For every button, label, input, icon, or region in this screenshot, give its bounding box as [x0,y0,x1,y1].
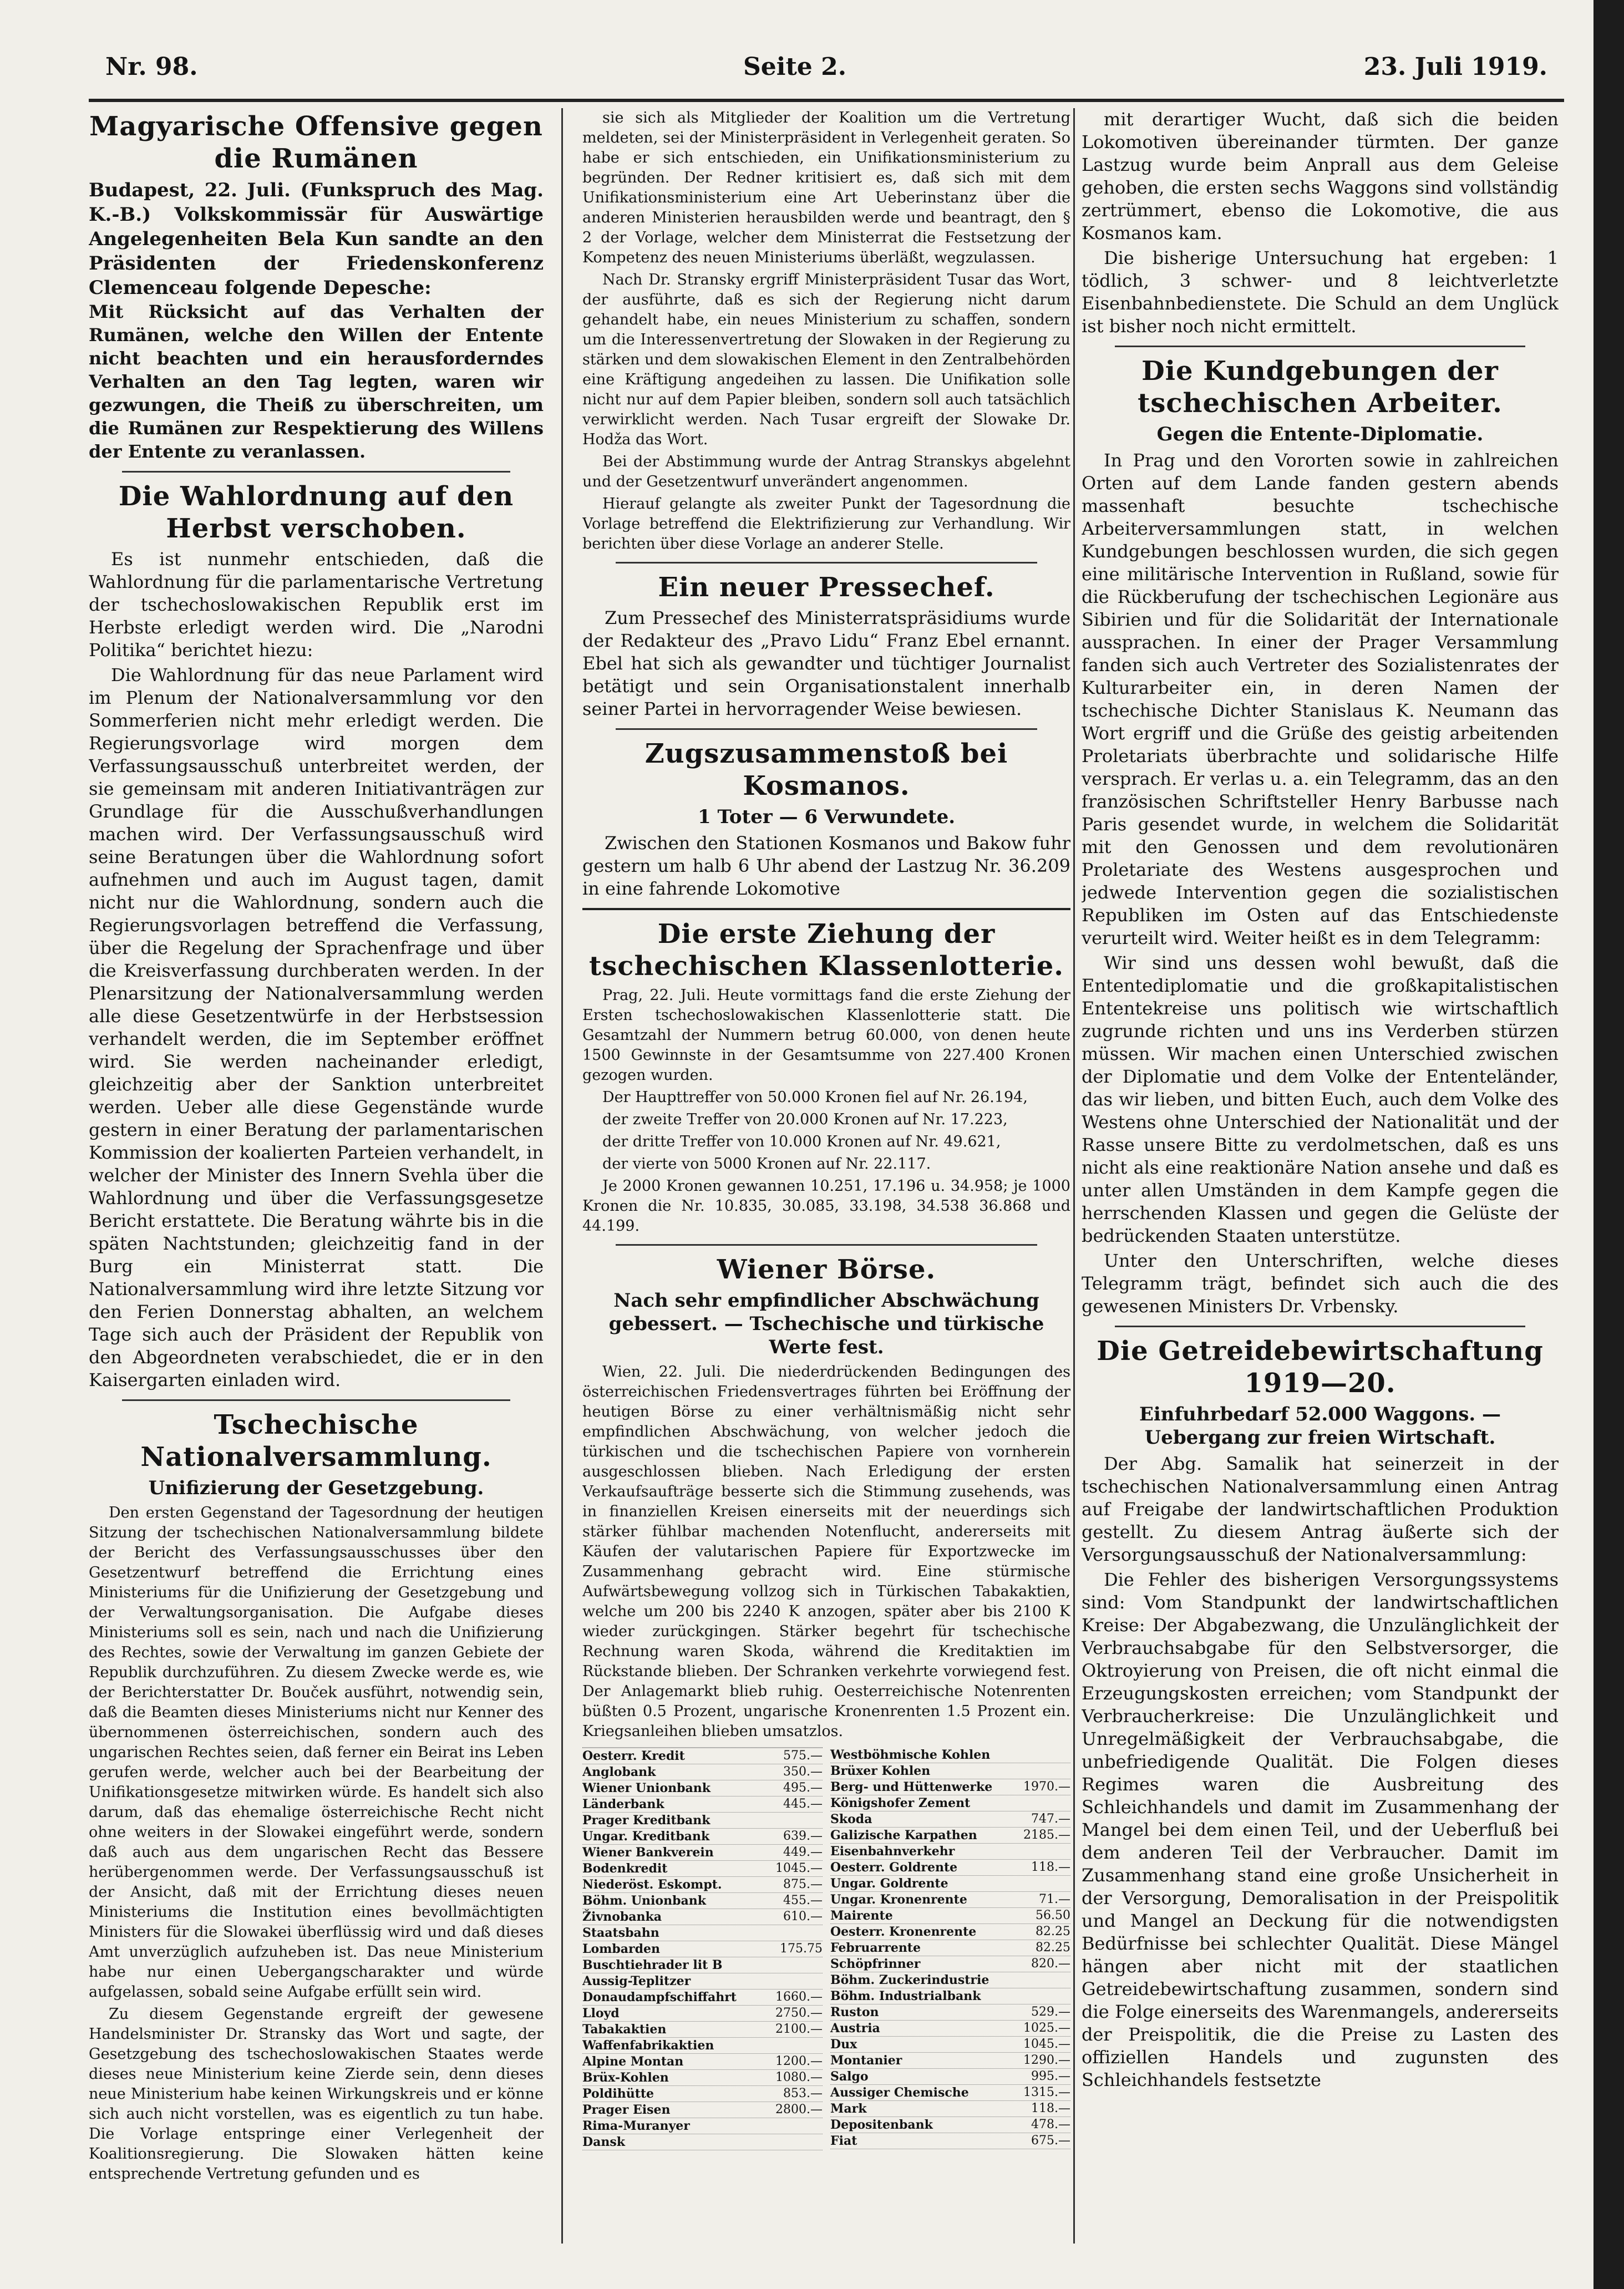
column-divider-2 [1073,108,1075,2244]
stock-value: 350.— [783,1765,823,1779]
continuation-col3-p1: mit derartiger Wucht, daß sich die beiden Lokomotiven übereinander türmten. Der ganze Lastzug wurde beim Anprall aus dem Geleise gehoben, die ersten sechs Waggons sind vollständig zertrümmert, ebenso die Lokomotive, die aus Kosmanos kam. [1082,109,1559,243]
stock-value: 747.— [1031,1812,1070,1826]
headline-getreide: Die Getreidebewirtschaftung 1919—20. [1097,1336,1544,1399]
stock-name: Fiat [830,2134,857,2148]
subhead-entente: Gegen die Entente-Diplomatie. [1156,423,1484,445]
stock-row [582,2038,823,2054]
article-separator [1115,1326,1525,1327]
stock-row [582,1813,823,1829]
stock-row [830,2117,1070,2133]
getreide-p2: Die Fehler des bisherigen Versorgungssystems sind: Vom Standpunkt der landwirtschaftlichen Kreise: Der Abgabezwang, die Unzulänglichkeit der Verbrauchsabgabe für den Selbstversorger, die Oktroyierung von Preisen, die oft nicht einmal die Erzeugungskosten erreichen; vom Standpunkt der Verbraucherkreise: Die Unzulänglichkeit und Unregelmäßigkeit der Verbrauchsabgabe, die unbefriedigende Qualität. Die Folgen dieses Regimes waren die Ausbreitung des Schleichhandels und damit im Zusammenhang der Mangel bei dem einen Teil, und der Ueberfluß bei dem anderen Teil der Verbraucher. Damit im Zusammenhang stand eine große Unsicherheit in der Versorgung, Demoralisation in der Preispolitik und Mangel an Deckung für die notwendigsten Bedürfnisse bei schlechter Qualität. Diese Mängel hängen aber nicht mit der staatlichen Getreidebewirtschaftung zusammen, sondern sind die Folge einerseits des Warenmangels, andererseits der Preispolitik, die die Preise zu Lasten des offiziellen Handels und zugunsten des Schleichhandels festsetzte [1082,1569,1559,2090]
stock-name: Ungar. Goldrente [830,1876,948,1891]
stock-name: Salgo [830,2069,869,2084]
headline-wahlordnung: Die Wahlordnung auf den Herbst verschoben. [118,481,514,544]
stock-value: 2750.— [775,2006,823,2020]
stock-row [830,2133,1070,2149]
stock-name: Oesterr. Kredit [582,1749,685,1763]
stock-row [582,1780,823,1796]
stock-name: Staatsbahn [582,1926,659,1940]
stock-name: Anglobank [582,1765,656,1779]
stock-name: Februarrente [830,1941,921,1955]
stock-value: 610.— [783,1910,823,1923]
stock-name: Böhm. Unionbank [582,1894,706,1908]
headline-wiener-boerse: Wiener Börse. [717,1254,936,1285]
stock-row [830,2053,1070,2069]
stock-row [582,1893,823,1909]
headline-nationalversammlung: Tschechische Nationalversammlung. [140,1409,492,1473]
kundgebungen-p3: Unter den Unterschriften, welche dieses Telegramm trägt, befindet sich auch die des gewesenen Ministers Dr. Vrbensky. [1082,1250,1559,1317]
article-unifizierung-p1: Den ersten Gegenstand der Tagesordnung der heutigen Sitzung der tschechischen Nationalversammlung bildete der Bericht des Verfassungsausschusses über den Gesetzentwurf betreffend die Errichtung eines Ministeriums für die Unifizierung der Gesetzgebung und der Verwaltungsorganisation. Die Aufgabe dieses Ministeriums soll es sein, nach und nach die Unifizierung des Rechtes, sowie der Verwaltung im ganzen Gebiete der Republik durchzuführen. Zu diesem Zwecke werde es, wie der Berichterstatter Dr. Bouček ausführt, notwendig sein, daß die Beamten dieses Ministeriums nicht nur Kenner des übernommenen österreichischen, sondern auch des ungarischen Rechtes seien, daß ferner ein Beirat ins Leben gerufen werde, welcher auch bei der Bearbeitung der Unifikationsgesetze mitwirken würde. Es handelt sich also darum, daß das ehemalige österreichische Recht nicht ohne weiters in der Slowakei eingeführt werde, sondern daß auch aus dem ungarischen Recht das Bessere herübergenommen werde. Der Verfassungsausschuß ist der Ansicht, daß mit der Errichtung dieses neuen Ministeriums die Institution eines bevollmächtigten Ministers für die Slowakei überflüssig wird und daß dieses Amt unverzüglich aufzuheben ist. Das neue Ministerium habe nur einen Uebergangscharakter und würde aufgelassen, sobald seine Aufgabe erfüllt sein wird. [89,1504,544,2001]
stock-row [830,2101,1070,2117]
headline-klassenlotterie: Die erste Ziehung der tschechischen Klassenlotterie. [589,918,1064,982]
stock-name: Depositenbank [830,2118,933,2132]
stock-value: 2800.— [775,2103,823,2117]
stock-row [830,1924,1070,1940]
stock-name: Donaudampfschiffahrt [582,1990,737,2004]
article-zug-body: Zwischen den Stationen Kosmanos und Bakow fuhr gestern um halb 6 Uhr abend der Lastzug Nr. 36.209 in eine fahrende Lokomotive [582,833,1070,899]
stock-name: Dansk [582,2135,625,2149]
continuation-col3-p2: Die bisherige Untersuchung hat ergeben: 1 tödlich, 3 schwer- und 8 leichtverletzte Eisenbahnbedienstete. Die Schuld an dem Unglück ist bisher noch nicht ermittelt. [1082,247,1559,337]
headline-offensive: Magyarische Offensive gegen die Rumänen [89,111,543,174]
stock-value: 1970.— [1023,1780,1070,1794]
article-separator [616,728,1037,730]
stock-value: 1080.— [775,2070,823,2084]
article-separator [1115,346,1525,347]
continuation-p2: Nach Dr. Stransky ergriff Ministerpräsident Tusar das Wort, der ausführte, daß es sich der Regierung nicht darum gehandelt habe, ein neues Ministerium zu schaffen, sondern um die Interessenvertretung der Slowaken in der Regierung zu stärken und dem slowakischen Element in den Zentralbehörden eine Kräftigung angedeihen zu lassen. Die Unifikation solle nicht nur auf dem Papier bleiben, sondern soll auch tatsächlich verwirklicht werden. Nach Tusar ergreift der Slowake Dr. Hodža das Wort. [582,271,1070,448]
stock-row [582,2086,823,2102]
stock-row [830,2004,1070,2021]
scan-margin [1593,0,1624,2289]
continuation-p1: sie sich als Mitglieder der Koalition um die Vertretung meldeten, sei der Ministerpräsident in Verlegenheit geraten. So habe er sich entschieden, ein Unifikationsministerium zu begründen. Der Redner kritisiert es, daß sich mit dem Unifikationsministerium eine Art Ueberinstanz über die anderen Ministerien herausbilden werde und beantragt, den § 2 der Vorlage, welcher dem Ministerrat die Festsetzung der Kompetenz des neuen Ministeriums überläßt, wegzulassen. [582,109,1070,266]
section-rule [582,908,1070,910]
stock-row [830,1908,1070,1924]
stock-table-right [830,1747,1070,2150]
stock-value: 118.— [1031,1860,1070,1874]
stock-value: 1045.— [775,1861,823,1875]
article-separator [616,1244,1037,1246]
stock-name: Oesterr. Goldrente [830,1860,958,1875]
stock-value: 575.— [783,1749,823,1763]
stock-name: Wiener Bankverein [582,1845,714,1860]
stock-row [830,1844,1070,1860]
subhead-unifizierung: Unifizierung der Gesetzgebung. [148,1477,484,1499]
stock-row [830,1956,1070,1972]
kundgebungen-p2: Wir sind uns dessen wohl bewußt, daß die Ententediplomatie und die großkapitalistischen Ententekreise uns politisch wie wirtschaftlich zugrunde richten und uns ins Verderben stürzen müssen. Wir machen einen Unterschied zwischen der Diplomatie und dem Volke der Ententeländer, das wir lieben, und bitten Euch, auch dem Volke des Westens ohne Unterschied der Nationalität und der Rasse unsere Bitte zu verdolmetschen, daß es uns nicht als eine reaktionäre Nation ansehe und daß es unter allen Umständen in dem Kampfe gegen die herrschenden Klassen und gegen die Gelüste der bedrückenden Staaten unterstütze. [1082,952,1559,1246]
stock-row [582,2134,823,2150]
lotterie-p5: der vierte von 5000 Kronen auf Nr. 22.117. [602,1155,931,1173]
dateline-budapest: Budapest, 22. Juli. (Funkspruch des Mag. K.-B.) Volkskommissär für Auswärtige Angelegenheiten Bela Kun sandte an den Präsidenten der Friedenskonferenz Clemenceau folgende Depesche: [89,179,544,299]
stock-name: Buschtiehrader lit B [582,1958,723,1972]
stock-value: 1025.— [1023,2021,1070,2035]
stock-value: 639.— [783,1829,823,1843]
stock-value: 71.— [1039,1892,1070,1906]
stock-row [830,1876,1070,1892]
stock-table-left [582,1747,823,2150]
stock-value: 478.— [1031,2118,1070,2131]
stock-name: Waffenfabrikaktien [582,2038,714,2053]
subhead-einfuhr: Einfuhrbedarf 52.000 Waggons. — Uebergang zur freien Wirtschaft. [1139,1403,1501,1449]
stock-value: 2185.— [1023,1828,1070,1842]
stock-name: Oesterr. Kronenrente [830,1925,977,1939]
column-3 [1082,108,1559,2244]
stock-row [830,1940,1070,1956]
column-1 [89,108,544,2244]
stock-name: Aussig-Teplitzer [582,1974,691,1988]
stock-row [582,1829,823,1845]
stock-value: 449.— [783,1845,823,1859]
stock-name: Königshofer Zement [830,1796,971,1810]
stock-row [830,1747,1070,1763]
stock-name: Tabakaktien [582,2022,667,2037]
stock-name: Dux [830,2037,857,2052]
lotterie-p6: Je 2000 Kronen gewannen 10.251, 17.196 u. 34.958; je 1000 Kronen die Nr. 10.835, 30.085, 33.198, 34.538 36.868 und 44.199. [582,1178,1070,1235]
stock-value: 995.— [1031,2069,1070,2083]
stock-name: Berg- und Hüttenwerke [830,1780,993,1794]
stock-row [582,2102,823,2118]
stock-value: 445.— [783,1797,823,1811]
stock-row [582,1845,823,1861]
issue-date: 23. Juli 1919. [1363,53,1547,81]
stock-name: Ruston [830,2005,879,2019]
article-pressechef-body: Zum Pressechef des Ministerratspräsidiums wurde der Redakteur des „Pravo Lidu“ Franz Ebel ernannt. Ebel hat sich als gewandter und tüchtiger Journalist betätigt und sein Organisationstalent innerhalb seiner Partei in hervorragender Weise bewiesen. [582,607,1070,719]
stock-row [582,1941,823,1957]
stock-name: Skoda [830,1812,872,1826]
stock-value: 495.— [783,1781,823,1795]
stock-name: Westböhmische Kohlen [830,1748,991,1762]
column-divider-1 [561,108,563,2244]
stock-value: 1660.— [775,1990,823,2004]
stock-row [582,1861,823,1877]
stock-value: 853.— [783,2087,823,2100]
stock-row [830,1811,1070,1828]
article-unifizierung-p2: Zu diesem Gegenstande ergreift der gewesene Handelsminister Dr. Stransky das Wort und sagte, der Gesetzgebung des tschechoslowakischen Staates werde dieses neue Ministerium keine Zierde sein, denn dieses neue Ministerium habe keinen Wirkungskreis und er könne sich auch nicht vorstellen, was es eigentlich zu tun habe. Die Vorlage entspringe einer Verlegenheit der Koalitionsregierung. Die Slowaken hätten keine entsprechende Vertretung gefunden und es [89,2006,544,2183]
subhead-boerse: Nach sehr empfindlicher Abschwächung gebessert. — Tschechische und türkische Werte fest. [608,1290,1044,1358]
lotterie-p1: Prag, 22. Juli. Heute vormittags fand die erste Ziehung der Ersten tschechoslowakischen Klassenlotterie statt. Die Gesamtzahl der Nummern betrug 60.000, von denen heute 1500 Gewinnste in der Gesamtsumme von 227.400 Kronen gezogen wurden. [582,987,1070,1084]
stock-name: Schöpfrinner [830,1957,921,1971]
lotterie-p3: der zweite Treffer von 20.000 Kronen auf Nr. 17.223, [602,1111,1008,1128]
article-separator [616,562,1037,564]
issue-number: Nr. 98. [105,53,198,81]
header-rule [89,99,1564,102]
stock-value: 82.25 [1036,1941,1070,1955]
stock-name: Niederöst. Eskompt. [582,1877,722,1892]
article-separator [122,1399,510,1401]
page-header [105,53,1547,92]
stock-name: Mark [830,2102,867,2116]
stock-row [582,2022,823,2038]
stock-row [830,1860,1070,1876]
stock-row [582,1957,823,1973]
stock-name: Poldihütte [582,2087,654,2101]
column-2 [582,108,1070,2244]
article-boerse-body: Wien, 22. Juli. Die niederdrückenden Bedingungen des österreichischen Friedensvertrages führten bei Eröffnung der heutigen Börse zu einer verhältnismäßig nicht sehr empfindlichen Abschwächung, von welcher jedoch die türkischen und die tschechischen Papiere von vornherein ausgeschlossen blieben. Nach Erledigung der ersten Verkaufsaufträge besserte sich die Stimmung zusehends, was in finanziellen Kreisen einerseits mit der neuerdings sich stärker fühlbar machenden Notenflucht, andererseits mit Käufen der valutarischen Papiere für Exportzwecke im Zusammenhang gebracht wird. Eine stürmische Aufwärtsbewegung vollzog sich in Türkischen Tabakaktien, welche um 200 bis 2240 K anzogen, später aber bis 2100 K wieder zurückgingen. Stärker begehrt für tschechische Rechnung waren Skoda, während die Kreditaktien im Rückstande blieben. Der Schranken verkehrte vorwiegend fest. Der Anlagemarkt blieb ruhig. Oesterreichische Notenrenten büßten 0.5 Prozent, ungarische Kronenrenten 1.5 Prozent ein. Kriegsanleihen blieben umsatzlos. [582,1363,1070,1740]
stock-name: Lloyd [582,2006,620,2021]
stock-name: Mairente [830,1909,893,1923]
subhead-tote: 1 Toter — 6 Verwundete. [697,806,956,828]
stock-value: 175.75 [780,1942,823,1956]
stock-row [582,2006,823,2022]
stock-name: Prager Kreditbank [582,1813,710,1828]
getreide-p1: Der Abg. Samalik hat seinerzeit in der tschechischen Nationalversammlung einen Antrag auf Freigabe der landwirtschaftlichen Produktion gestellt. Zu diesem Antrag äußerte sich der Versorgungsausschuß der Nationalversammlung: [1082,1453,1559,1565]
stock-row [582,2054,823,2070]
stock-name: Brüx-Kohlen [582,2070,669,2085]
stock-row [582,1989,823,2006]
headline-pressechef: Ein neuer Pressechef. [658,572,995,603]
stock-row [830,1779,1070,1795]
stock-value: 2100.— [775,2022,823,2036]
stock-name: Brüxer Kohlen [830,1764,931,1778]
stock-row [830,2021,1070,2037]
lotterie-p2: Der Haupttreffer von 50.000 Kronen fiel auf Nr. 26.194, [602,1089,1028,1106]
stock-name: Wiener Unionbank [582,1781,710,1795]
stock-value: 820.— [1031,1957,1070,1971]
stock-row [830,1988,1070,2004]
stock-row [830,1828,1070,1844]
stock-name: Austria [830,2021,880,2036]
stock-name: Ungar. Kronenrente [830,1892,967,1907]
continuation-p3: Bei der Abstimmung wurde der Antrag Stranskys abgelehnt und der Gesetzentwurf unverändert angenommen. [582,453,1070,490]
stock-name: Prager Eisen [582,2103,671,2117]
stock-row [582,1877,823,1893]
stock-row [582,2070,823,2086]
stock-value: 82.25 [1036,1925,1070,1938]
stock-name: Montanier [830,2053,902,2068]
stock-name: Aussiger Chemische [830,2085,969,2100]
stock-name: Länderbank [582,1797,664,1811]
stock-name: Bodenkredit [582,1861,668,1876]
stock-name: Lombarden [582,1942,661,1956]
article-wahlordnung-p2: Die Wahlordnung für das neue Parlament wird im Plenum der Nationalversammlung vor den Sommerferien nicht mehr erledigt werden. Die Regierungsvorlage wird morgen dem Verfassungsausschuß unterbreitet werden, der sie gemeinsam mit anderen Initiativanträgen zur Grundlage für die Ausschußverhandlungen machen wird. Der Verfassungsausschuß wird seine Beratungen über die Wahlordnung sofort aufnehmen und auch im August tagen, damit nicht nur die Wahlordnung, sondern auch die Regierungsvorlagen betreffend die Verfassung, über die Regelung der Sprachenfrage und über die Kreisverfassung durchberaten werden. In der Plenarsitzung der Nationalversammlung werden alle diese Gesetzentwürfe in der Herbstsession verhandelt werden, die im September eröffnet wird. Sie werden nacheinander erledigt, gleichzeitig aber der Sanktion unterbreitet werden. Ueber alle diese Gegenstände wurde gestern in einer Beratung der parlamentarischen Kommission der koalierten Parteien verhandelt, in welcher der Minister des Innern Svehla über die Wahlordnung und über die Verfassungsgesetze Bericht erstattete. Die Beratung währte bis in die späten Nachtstunden; gleichzeitig fand in der Burg ein Ministerrat statt. Die Nationalversammlung wird ihre letzte Sitzung vor den Ferien Donnerstag abhalten, an welchem Tage sich auch der Präsident der Republik von den Abgeordneten verabschiedet, die er in den Kaisergarten einladen wird. [89,664,544,1390]
stock-value: 529.— [1031,2005,1070,2019]
headline-kundgebungen: Die Kundgebungen der tschechischen Arbeiter. [1138,356,1503,419]
stock-row [830,2037,1070,2053]
article-separator [122,471,510,473]
article-offensive-body: Mit Rücksicht auf das Verhalten der Rumänen, welche den Willen der Entente nicht beachten und ein herausforderndes Verhalten an den Tag legten, waren wir gezwungen, die Theiß zu überschreiten, um die Rumänen zur Respektierung des Willens der Entente zu veranlassen. [89,301,544,462]
article-wahlordnung-p1: Es ist nunmehr entschieden, daß die Wahlordnung für die parlamentarische Vertretung der tschechoslowakischen Republik erst im Herbste erledigt werden wird. Die „Narodni Politika“ berichtet hiezu: [89,549,544,661]
stock-value: 1290.— [1023,2053,1070,2067]
stock-value: 875.— [783,1877,823,1891]
stock-row [582,1973,823,1989]
stock-row [830,1795,1070,1811]
stock-row [830,1892,1070,1908]
stock-name: Galizische Karpathen [830,1828,977,1843]
lotterie-p4: der dritte Treffer von 10.000 Kronen auf Nr. 49.621, [602,1133,1001,1150]
stock-value: 56.50 [1036,1909,1070,1922]
kundgebungen-p1: In Prag und den Vororten sowie in zahlreichen Orten auf dem Lande fanden gestern abends massenhaft besuchte tschechische Arbeiterversammlungen statt, in welchen Kundgebungen beschlossen wurden, die sich gegen eine militärische Intervention in Rußland, sowie für die Rückberufung der tschechischen Legionäre aus Sibirien und für die Solidarität der Internationale aussprachen. In einer der Prager Versammlung fanden sich auch Vertreter des Sozialistenrates der Kulturarbeiter ein, in deren Namen der tschechische Dichter Stanislaus K. Neumann das Wort ergriff und die Grüße des geistig arbeitenden Proletariats überbrachte und solidarische Hilfe versprach. Er verlas u. a. ein Telegramm, das an den französischen Schriftsteller Henry Barbusse nach Paris gesendet wurde, in welchem die Solidarität mit den Genossen und dem revolutionären Proletariate des Westens ausgesprochen und jedwede Intervention gegen die sozialistischen Republiken im Osten auf das Entschiedenste verurteilt wird. Weiter heißt es in dem Telegramm: [1082,450,1559,948]
page-number: Seite 2. [743,53,847,81]
stock-name: Böhm. Zuckerindustrie [830,1973,989,1987]
stock-row [582,1925,823,1941]
stock-row [830,1763,1070,1779]
stock-row [582,2118,823,2134]
stock-row [830,2085,1070,2101]
stock-value: 118.— [1031,2102,1070,2115]
stock-row [582,1909,823,1925]
stock-value: 1045.— [1023,2037,1070,2051]
stock-name: Ungar. Kreditbank [582,1829,710,1844]
continuation-p4: Hierauf gelangte als zweiter Punkt der Tagesordnung die Vorlage betreffend die Elektrifizierung zur Verhandlung. Wir berichten über diese Vorlage an anderer Stelle. [582,495,1070,552]
stock-row [830,2069,1070,2085]
headline-zugszusammenstoss: Zugszusammenstoß bei Kosmanos. [644,738,1008,801]
stock-value: 455.— [783,1894,823,1907]
stock-name: Eisenbahnverkehr [830,1844,955,1859]
stock-name: Alpine Montan [582,2054,684,2069]
stock-row [582,1748,823,1764]
stock-name: Živnobanka [582,1910,662,1924]
stock-name: Böhm. Industrialbank [830,1989,981,2003]
stock-value: 1200.— [775,2054,823,2068]
stock-row [582,1796,823,1813]
stock-row [830,1972,1070,1988]
stock-name: Rima-Muranyer [582,2119,690,2133]
stock-row [582,1764,823,1780]
stock-value: 675.— [1031,2134,1070,2148]
stock-value: 1315.— [1023,2085,1070,2099]
stock-table [582,1747,1070,2150]
